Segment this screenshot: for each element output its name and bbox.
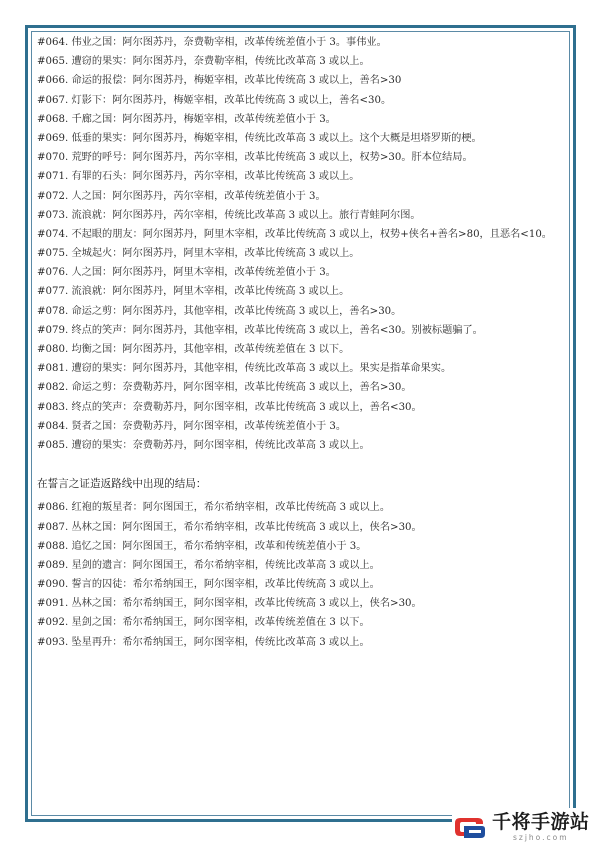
ending-line: #064. 伟业之国：阿尔图苏丹，奈费勒宰相，改革传统差值小于 3。事伟业。 [37,37,387,48]
ending-line: #065. 遭窃的果实：阿尔图苏丹，奈费勒宰相，传统比改革高 3 或以上。 [37,56,370,68]
ending-line: #088. 追忆之国：阿尔图国王，希尔希纳宰相，改革和传统差值小于 3。 [37,540,367,552]
ending-line: #066. 命运的报偿：阿尔图苏丹，梅姬宰相，改革比传统高 3 或以上，善名>30 [37,75,402,87]
ending-line: #090. 誓言的囚徒：希尔希纳国王，阿尔图宰相，改革比传统高 3 或以上。 [37,579,380,591]
ending-line: #091. 丛林之国：希尔希纳国王，阿尔图宰相，改革比传统高 3 或以上，侠名>30。 [37,598,422,610]
ending-line: #069. 低垂的果实：阿尔图苏丹，梅姬宰相，传统比改革高 3 或以上。这个大概是坦塔罗斯的梗。 [37,132,482,144]
site-logo-icon [452,812,488,842]
site-name: 千将手游站 [492,810,590,833]
ending-line: #067. 灯影下：阿尔图苏丹，梅姬宰相，改革比传统高 3 或以上，善名<30。 [37,94,392,106]
ending-line: #075. 全城起火：阿尔图苏丹，阿里木宰相，改革比传统高 3 或以上。 [37,248,360,260]
ending-line: #074. 不起眼的朋友：阿尔图苏丹，阿里木宰相，改革比传统高 3 或以上，权势+侠名+善名>80，且恶名<10。 [37,228,552,240]
section-gap [37,455,567,475]
ending-line: #086. 红袍的叛星者：阿尔图国王，希尔希纳宰相，改革比传统高 3 或以上。 [37,502,391,514]
ending-line: #083. 终点的笑声：奈费勒苏丹，阿尔图宰相，改革比传统高 3 或以上，善名<30。 [37,401,422,413]
ending-line: #068. 千廊之国：阿尔图苏丹，梅姬宰相，改革传统差值小于 3。 [37,113,336,125]
site-watermark [452,808,598,846]
ending-line: #078. 命运之剪：阿尔图苏丹，其他宰相，改革比传统高 3 或以上，善名>30。 [37,305,402,317]
ending-line: #087. 丛林之国：阿尔图国王，希尔希纳宰相，改革比传统高 3 或以上，侠名>30。 [37,521,422,533]
ending-line: #085. 遭窃的果实：奈费勒苏丹，阿尔图宰相，传统比改革高 3 或以上。 [37,439,370,451]
ending-line: #077. 流浪就：阿尔图苏丹，阿里木宰相，改革比传统高 3 或以上。 [37,286,350,298]
ending-line: #089. 星剑的遗言：阿尔图国王，希尔希纳宰相，传统比改革高 3 或以上。 [37,559,380,571]
ending-line: #081. 遭窃的果实：阿尔图苏丹，其他宰相，传统比改革高 3 或以上。果实是指革命果实。 [37,363,452,375]
ending-line: #082. 命运之剪：奈费勒苏丹，阿尔图宰相，改革比传统高 3 或以上，善名>30。 [37,382,412,394]
section-heading: 在誓言之证造返路线中出现的结局： [37,478,207,491]
ending-line: #079. 终点的笑声：阿尔图苏丹，其他宰相，改革比传统高 3 或以上，善名<30。别被标题骗了。 [37,324,483,336]
ending-line: #076. 人之国：阿尔图苏丹，阿里木宰相，改革传统差值小于 3。 [37,267,336,279]
ending-line: #092. 星剑之国：希尔希纳国王，阿尔图宰相，改革传统差值在 3 以下。 [37,617,370,629]
ending-line: #084. 贤者之国：奈费勒苏丹，阿尔图宰相，改革传统差值小于 3。 [37,420,347,432]
endings-list [37,33,567,652]
ending-line: #093. 坠星再升：希尔希纳国王，阿尔图宰相，传统比改革高 3 或以上。 [37,636,370,648]
ending-line: #073. 流浪就：阿尔图苏丹，芮尔宰相，传统比改革高 3 或以上。旅行青蛙阿尔图。 [37,209,421,221]
ending-line: #072. 人之国：阿尔图苏丹，芮尔宰相，改革传统差值小于 3。 [37,190,326,202]
ending-line: #070. 荒野的呼号：阿尔图苏丹，芮尔宰相，改革比传统高 3 或以上，权势>30。肝本位结局。 [37,152,473,164]
ending-line: #071. 有罪的石头：阿尔图苏丹，芮尔宰相，改革比传统高 3 或以上。 [37,171,360,183]
ending-line: #080. 均衡之国：阿尔图苏丹，其他宰相，改革传统差值在 3 以下。 [37,344,350,355]
site-domain: szjho.com [512,832,569,842]
